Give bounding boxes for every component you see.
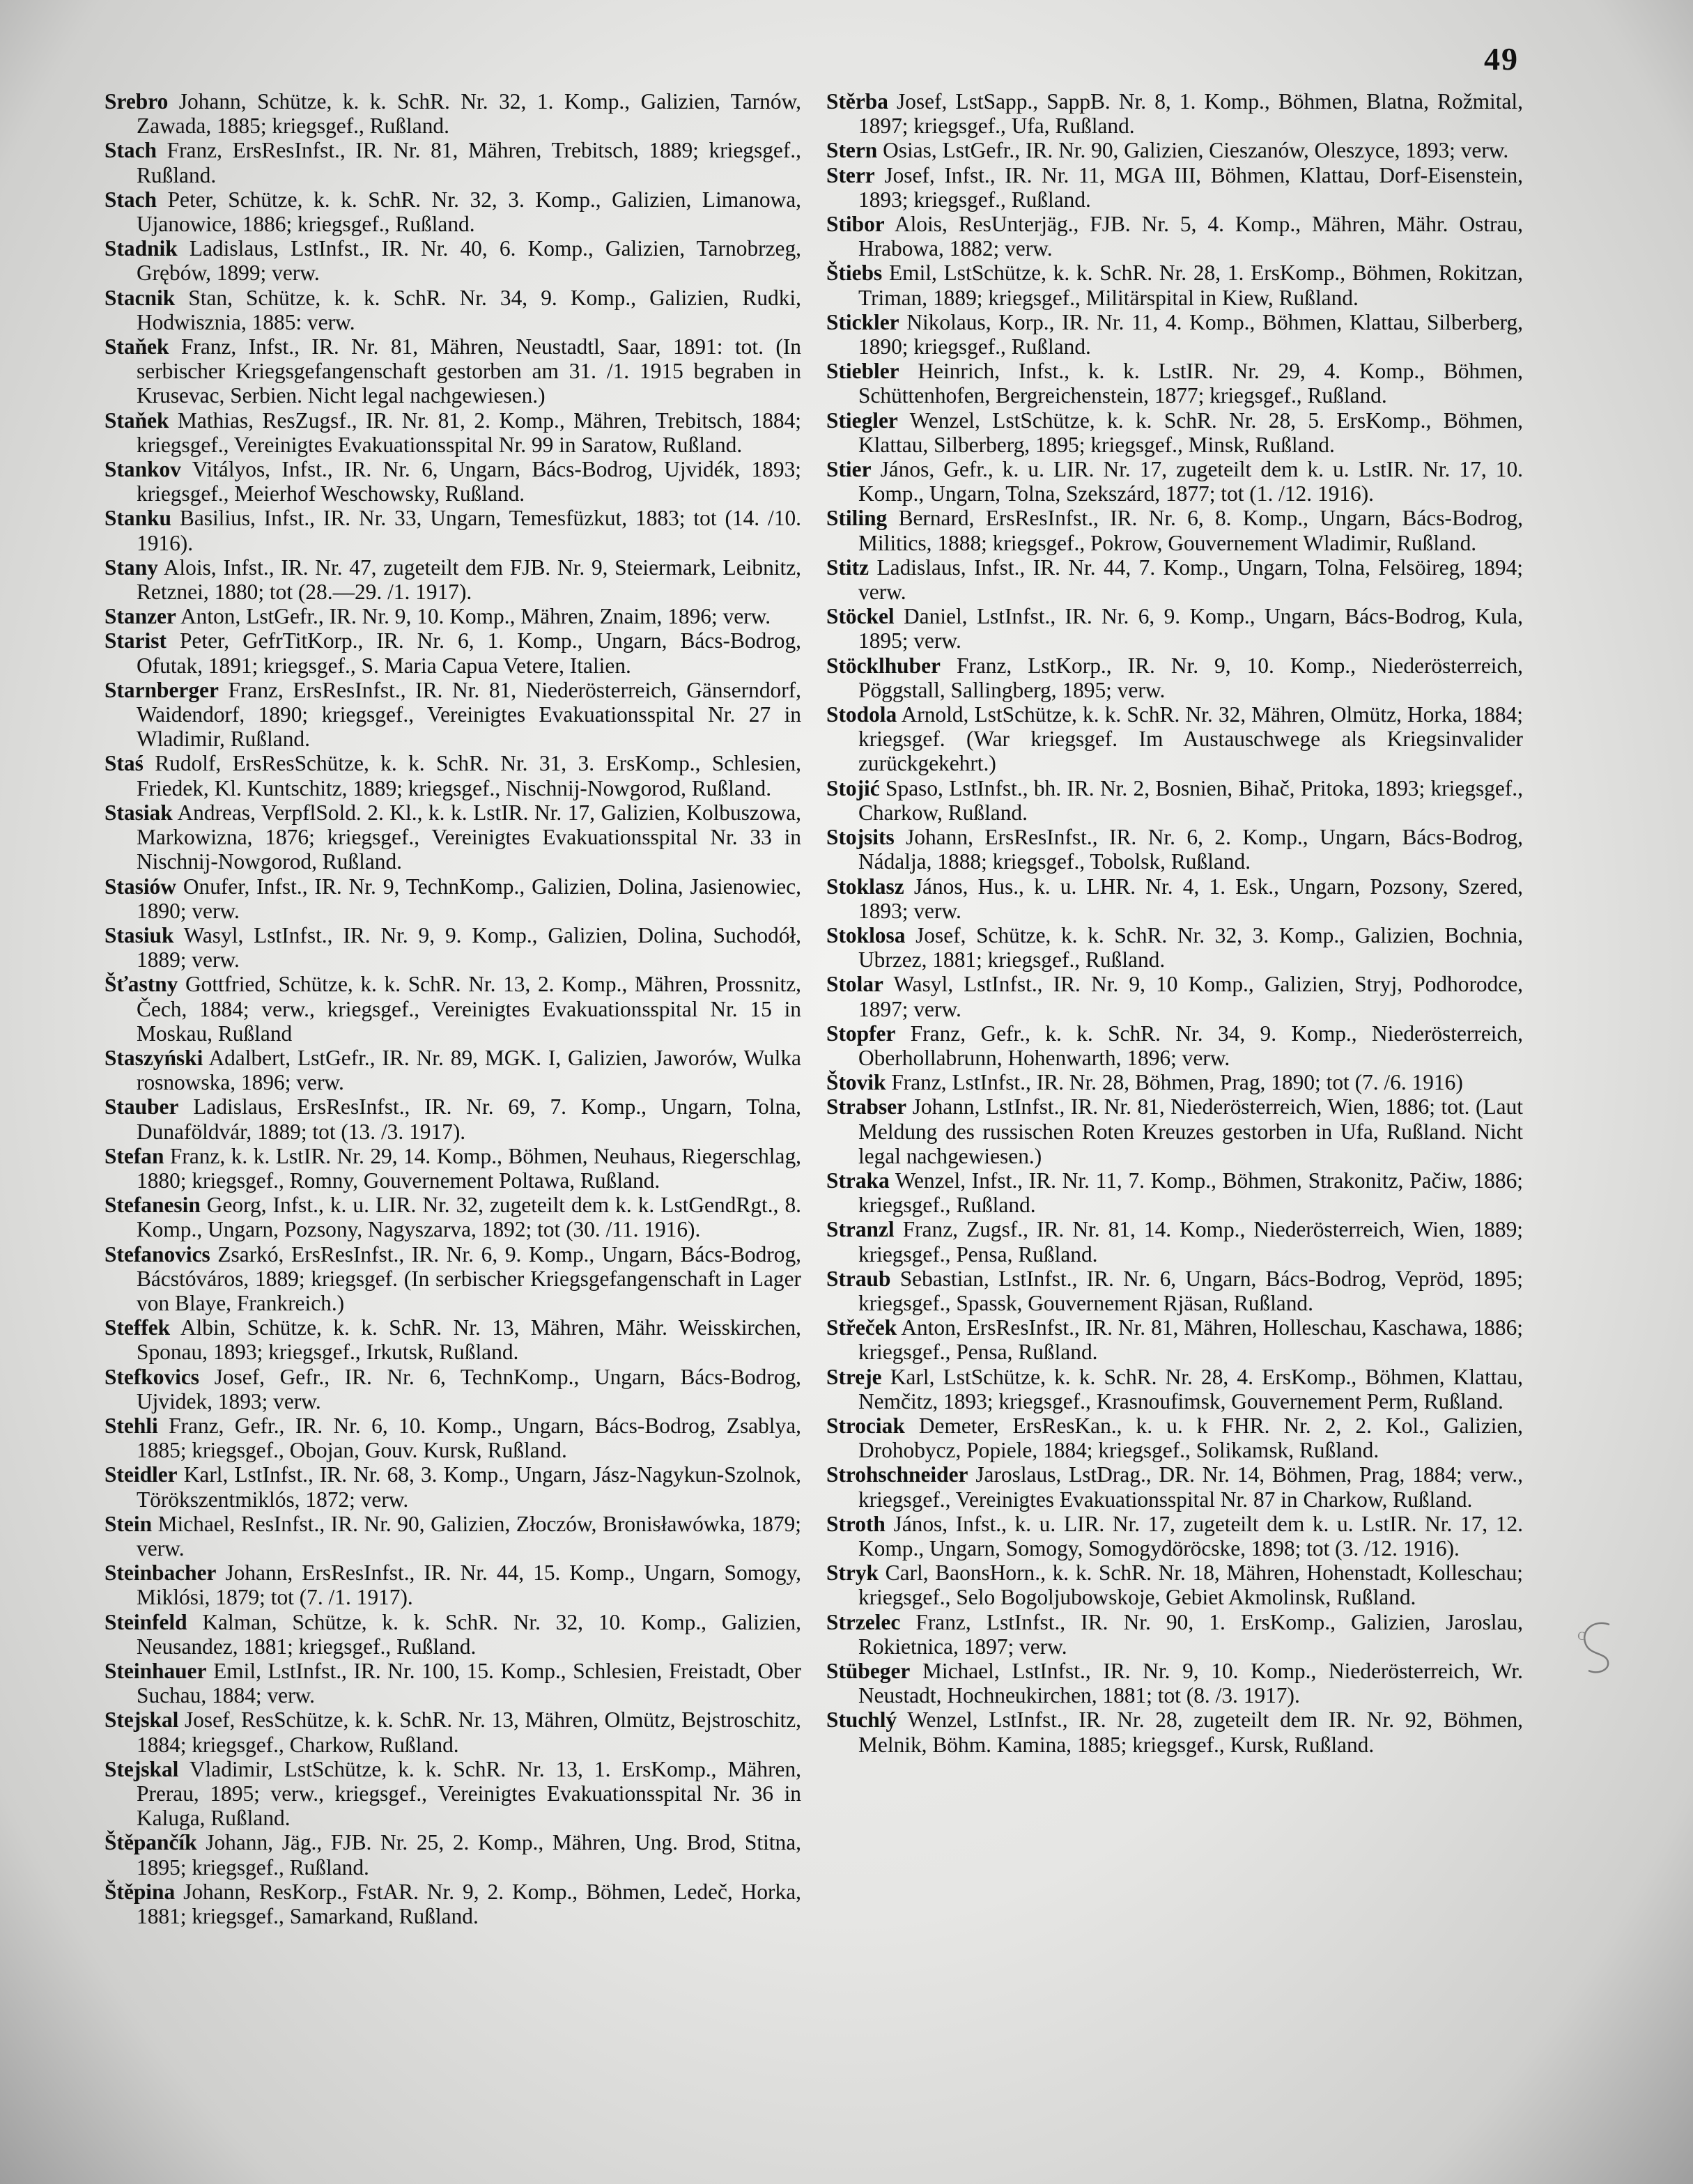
entry-details: Basilius, Infst., IR. Nr. 33, Ungarn, Temesfüzkut, 1883; tot (14. /10. 1916).	[137, 506, 801, 555]
entry-details: Franz, LstKorp., IR. Nr. 9, 10. Komp., Niederösterreich, Pöggstall, Sallingberg, 1895; verw.	[858, 653, 1523, 702]
entry-surname: Stranzl	[826, 1217, 895, 1242]
entry-surname: Stach	[105, 187, 157, 212]
entry-surname: Steffek	[105, 1315, 171, 1340]
entry-surname: Stiling	[826, 506, 888, 531]
entry-details: Stan, Schütze, k. k. SchR. Nr. 34, 9. Komp., Galizien, Rudki, Hodwisznia, 1885: verw.	[137, 285, 801, 334]
entry-surname: Steinhauer	[105, 1659, 207, 1683]
register-entry	[105, 1046, 801, 1094]
register-entry	[826, 163, 1523, 212]
register-entry	[826, 1315, 1523, 1364]
entry-surname: Strociak	[826, 1413, 905, 1438]
entry-details: Karl, LstSchütze, k. k. SchR. Nr. 28, 4. ErsKomp., Böhmen, Klattau, Nemčitz, 1893; kriegsgef., Krasnoufimsk, Gouvernement Perm, Rußland.	[858, 1364, 1523, 1414]
entry-surname: Stübeger	[826, 1659, 911, 1683]
register-entry	[826, 1168, 1523, 1217]
entry-details: Johann, Jäg., FJB. Nr. 25, 2. Komp., Mähren, Ung. Brod, Stitna, 1895; kriegsgef., Rußland.	[137, 1830, 801, 1880]
register-entry	[826, 261, 1523, 309]
register-entry	[105, 1560, 801, 1609]
entry-surname: Štovik	[826, 1070, 886, 1095]
register-entry	[105, 457, 801, 506]
entry-surname: Stasiak	[105, 800, 173, 825]
entry-details: Wasyl, LstInfst., IR. Nr. 9, 10 Komp., Galizien, Stryj, Podhorodce, 1897; verw.	[858, 972, 1523, 1021]
entry-details: Carl, BaonsHorn., k. k. SchR. Nr. 18, Mähren, Hohenstadt, Kolleschau; kriegsgef., Selo Bogoljubowskoje, Gebiet Akmolinsk, Rußland.	[858, 1560, 1523, 1610]
entry-surname: Stroth	[826, 1511, 886, 1536]
entry-surname: Stefanesin	[105, 1193, 201, 1218]
register-entry	[826, 1094, 1523, 1168]
page-number: 49	[1484, 41, 1519, 77]
entry-surname: Stejskal	[105, 1756, 179, 1781]
entry-details: Alois, ResUnterjäg., FJB. Nr. 5, 4. Komp., Mähren, Mähr. Ostrau, Hrabowa, 1882; verw.	[858, 212, 1523, 261]
entry-surname: Štiebs	[826, 261, 883, 286]
entry-surname: Stibor	[826, 212, 885, 237]
entry-details: Franz, ErsResInfst., IR. Nr. 81, Niederösterreich, Gänserndorf, Waidendorf, 1890; kriegsgef., Vereinigtes Evakuationsspital Nr. 27 in Wladimir, Rußland.	[137, 677, 801, 752]
register-entry	[105, 678, 801, 752]
entry-details: Andreas, VerpflSold. 2. Kl., k. k. LstIR. Nr. 17, Galizien, Kolbuszowa, Markowizna, 1876; kriegsgef., Vereinigtes Evakuationsspital Nr. 33 in Nischnij-Nowgorod, Rußland.	[137, 800, 801, 874]
entry-details: János, Infst., k. u. LIR. Nr. 17, zugeteilt dem k. u. LstIR. Nr. 17, 12. Komp., Ungarn, Somogy, Somogydöröcske, 1898; tot (3. /12. 1916).	[858, 1511, 1523, 1560]
entry-surname: Šťastny	[105, 972, 178, 997]
register-entry	[826, 1267, 1523, 1315]
register-entry	[105, 1512, 801, 1560]
register-entry	[826, 1659, 1523, 1707]
entry-details: Heinrich, Infst., k. k. LstIR. Nr. 29, 4. Komp., Böhmen, Schüttenhofen, Bergreichenstein, 1877; kriegsgef., Rußland.	[858, 359, 1523, 408]
register-entry	[105, 1315, 801, 1364]
entry-surname: Střeček	[826, 1315, 897, 1340]
register-entry	[105, 1365, 801, 1414]
entry-details: Franz, ErsResInfst., IR. Nr. 81, Mähren, Trebitsch, 1889; kriegsgef., Rußland.	[137, 138, 801, 187]
entry-details: Kalman, Schütze, k. k. SchR. Nr. 32, 10. Komp., Galizien, Neusandez, 1881; kriegsgef., Rußland.	[137, 1609, 801, 1659]
entry-surname: Stefan	[105, 1143, 164, 1168]
entry-details: Osias, LstGefr., IR. Nr. 90, Galizien, Cieszanów, Oleszyce, 1893; verw.	[877, 138, 1509, 163]
register-entry	[826, 1707, 1523, 1756]
entry-surname: Streje	[826, 1364, 882, 1389]
entry-details: Peter, GefrTitKorp., IR. Nr. 6, 1. Komp., Ungarn, Bács-Bodrog, Ofutak, 1891; kriegsgef., S. Maria Capua Vetere, Italien.	[137, 628, 801, 678]
margin-scribble-text: C	[1577, 1629, 1586, 1643]
entry-details: Vladimir, LstSchütze, k. k. SchR. Nr. 13, 1. ErsKomp., Mähren, Prerau, 1895; verw., kriegsgef., Vereinigtes Evakuationsspital Nr. 36 in Kaluga, Rußland.	[137, 1756, 801, 1831]
entry-details: Franz, Gefr., k. k. SchR. Nr. 34, 9. Komp., Niederösterreich, Oberhollabrunn, Hohenwarth, 1896; verw.	[858, 1021, 1523, 1070]
register-entry	[105, 286, 801, 334]
register-entry	[826, 138, 1523, 162]
entry-details: Franz, LstInfst., IR. Nr. 90, 1. ErsKomp., Galizien, Jaroslau, Rokietnica, 1897; verw.	[858, 1609, 1523, 1659]
entry-surname: Staňek	[105, 408, 169, 433]
entry-surname: Staszyński	[105, 1045, 203, 1070]
entry-surname: Stojsits	[826, 825, 895, 850]
register-entry	[105, 187, 801, 236]
entry-surname: Stankov	[105, 457, 181, 482]
entry-details: Wenzel, Infst., IR. Nr. 11, 7. Komp., Böhmen, Strakonitz, Pačiw, 1886; kriegsgef., Rußland.	[858, 1168, 1523, 1218]
entry-surname: Steidler	[105, 1462, 178, 1487]
margin-scribble	[1573, 1615, 1622, 1678]
register-entry	[105, 1462, 801, 1511]
entry-details: Karl, LstInfst., IR. Nr. 68, 3. Komp., Ungarn, Jász-Nagykun-Szolnok, Törökszentmiklós, 1872; verw.	[137, 1462, 801, 1512]
entry-surname: Stejskal	[105, 1707, 179, 1733]
entry-surname: Stiegler	[826, 408, 898, 433]
entry-surname: Steinbacher	[105, 1560, 217, 1586]
entry-surname: Stein	[105, 1511, 153, 1536]
entry-details: Josef, Gefr., IR. Nr. 6, TechnKomp., Ungarn, Bács-Bodrog, Ujvidek, 1893; verw.	[137, 1364, 801, 1414]
entry-details: Michael, LstInfst., IR. Nr. 9, 10. Komp., Niederösterreich, Wr. Neustadt, Hochneukirchen, 1881; tot (8. /3. 1917).	[858, 1659, 1523, 1708]
entry-details: Anton, ErsResInfst., IR. Nr. 81, Mähren, Holleschau, Kaschawa, 1886; kriegsgef., Pensa, Rußland.	[858, 1315, 1523, 1365]
entry-details: Josef, ResSchütze, k. k. SchR. Nr. 13, Mähren, Olmütz, Bejstroschitz, 1884; kriegsgef., Charkow, Rußland.	[137, 1707, 801, 1757]
entry-surname: Štěpančík	[105, 1830, 197, 1855]
entry-surname: Stefkovics	[105, 1364, 200, 1389]
entry-surname: Stuchlý	[826, 1707, 897, 1733]
entry-details: Wenzel, LstInfst., IR. Nr. 28, zugeteilt dem IR. Nr. 92, Böhmen, Melnik, Böhm. Kamina, 1885; kriegsgef., Kursk, Rußland.	[858, 1707, 1523, 1757]
register-entry	[105, 923, 801, 972]
register-entry	[826, 359, 1523, 408]
entry-details: Alois, Infst., IR. Nr. 47, zugeteilt dem FJB. Nr. 9, Steiermark, Leibnitz, Retznei, 1880; tot (28.—29. /1. 1917).	[137, 555, 801, 605]
entry-details: Emil, LstSchütze, k. k. SchR. Nr. 28, 1. ErsKomp., Böhmen, Rokitzan, Triman, 1889; kriegsgef., Militärspital in Kiew, Rußland.	[858, 261, 1523, 310]
register-entry	[105, 604, 801, 628]
entry-surname: Stehli	[105, 1413, 158, 1438]
right-column	[826, 89, 1523, 1757]
entry-surname: Stöcklhuber	[826, 653, 941, 678]
entry-details: Johann, ErsResInfst., IR. Nr. 6, 2. Komp., Ungarn, Bács-Bodrog, Nádalja, 1888; kriegsgef., Tobolsk, Rußland.	[858, 825, 1523, 874]
entry-details: Demeter, ErsResKan., k. u. k FHR. Nr. 2, 2. Kol., Galizien, Drohobycz, Popiele, 1884; kriegsgef., Solikamsk, Rußland.	[858, 1413, 1523, 1463]
entry-surname: Straka	[826, 1168, 890, 1193]
entry-details: János, Gefr., k. u. LIR. Nr. 17, zugeteilt dem k. u. LstIR. Nr. 17, 10. Komp., Ungarn, Tolna, Szekszárd, 1877; tot (1. /12. 1916).	[858, 457, 1523, 506]
register-entry	[826, 1365, 1523, 1414]
register-entry	[826, 1070, 1523, 1094]
entry-surname: Stern	[826, 138, 878, 163]
entry-details: Ladislaus, ErsResInfst., IR. Nr. 69, 7. Komp., Ungarn, Tolna, Dunaföldvár, 1889; tot (13. /3. 1917).	[137, 1094, 801, 1144]
register-entry	[105, 628, 801, 677]
entry-details: Arnold, LstSchütze, k. k. SchR. Nr. 32, Mähren, Olmütz, Horka, 1884; kriegsgef. (War kriegsgef. Im Austauschwege als Kriegsinvalider zurückgekehrt.)	[858, 702, 1523, 776]
entry-surname: Stitz	[826, 555, 869, 580]
register-entry	[105, 751, 801, 800]
entry-details: Bernard, ErsResInfst., IR. Nr. 6, 8. Komp., Ungarn, Bács-Bodrog, Militics, 1888; kriegsgef., Pokrow, Gouvernement Wladimir, Rußland.	[858, 506, 1523, 555]
entry-surname: Stadnik	[105, 236, 178, 261]
register-entry	[826, 310, 1523, 359]
register-entry	[826, 1512, 1523, 1560]
entry-surname: Stach	[105, 138, 157, 163]
register-entry	[105, 236, 801, 285]
register-entry	[826, 874, 1523, 923]
register-entry	[105, 1242, 801, 1316]
entry-surname: Stier	[826, 457, 872, 482]
entry-surname: Strabser	[826, 1094, 907, 1120]
register-entry	[826, 653, 1523, 702]
register-entry	[105, 1414, 801, 1462]
entry-surname: Stasiów	[105, 874, 176, 899]
entry-details: Franz, LstInfst., IR. Nr. 28, Böhmen, Prag, 1890; tot (7. /6. 1916)	[886, 1070, 1463, 1095]
entry-surname: Stěrba	[826, 89, 888, 114]
entry-details: Georg, Infst., k. u. LIR. Nr. 32, zugeteilt dem k. k. LstGendRgt., 8. Komp., Ungarn, Pozsony, Nagyszarva, 1892; tot (30. /11. 1916).	[137, 1193, 801, 1242]
entry-surname: Stolar	[826, 972, 883, 997]
register-entry	[826, 506, 1523, 555]
entry-surname: Stasiuk	[105, 922, 174, 947]
entry-details: Josef, LstSapp., SappB. Nr. 8, 1. Komp., Böhmen, Blatna, Rožmital, 1897; kriegsgef., Ufa, Rußland.	[858, 89, 1523, 139]
register-entry	[105, 1757, 801, 1831]
entry-details: Franz, Gefr., IR. Nr. 6, 10. Komp., Ungarn, Bács-Bodrog, Zsablya, 1885; kriegsgef., Obojan, Gouv. Kursk, Rußland.	[137, 1413, 801, 1463]
entry-details: Johann, LstInfst., IR. Nr. 81, Niederösterreich, Wien, 1886; tot. (Laut Meldung des russischen Roten Kreuzes gestorben in Ufa, Rußland. Nicht legal nachgewiesen.)	[858, 1094, 1523, 1168]
entry-details: Onufer, Infst., IR. Nr. 9, TechnKomp., Galizien, Dolina, Jasienowiec, 1890; verw.	[137, 874, 801, 923]
register-entry	[105, 1094, 801, 1143]
entry-surname: Stopfer	[826, 1021, 896, 1046]
entry-surname: Stefanovics	[105, 1241, 210, 1267]
entry-surname: Stoklasz	[826, 874, 904, 899]
register-entry	[105, 1880, 801, 1928]
entry-details: Daniel, LstInfst., IR. Nr. 6, 9. Komp., Ungarn, Bács-Bodrog, Kula, 1895; verw.	[858, 604, 1523, 653]
register-entry	[826, 1217, 1523, 1266]
entry-surname: Stojić	[826, 775, 880, 800]
entry-details: Johann, ErsResInfst., IR. Nr. 44, 15. Komp., Ungarn, Somogy, Miklósi, 1879; tot (7. /1. 1917).	[137, 1560, 801, 1610]
register-entry	[826, 1462, 1523, 1511]
entry-details: Michael, ResInfst., IR. Nr. 90, Galizien, Złoczów, Bronisławówka, 1879; verw.	[137, 1511, 801, 1560]
register-entry	[826, 972, 1523, 1021]
entry-surname: Stanzer	[105, 604, 176, 629]
entry-surname: Stickler	[826, 309, 899, 334]
register-entry	[105, 1830, 801, 1879]
entry-details: Rudolf, ErsResSchütze, k. k. SchR. Nr. 31, 3. ErsKomp., Schlesien, Friedek, Kl. Kuntschitz, 1889; kriegsgef., Nischnij-Nowgorod, Rußland.	[137, 751, 801, 800]
register-entry	[105, 972, 801, 1046]
entry-details: Nikolaus, Korp., IR. Nr. 11, 4. Komp., Böhmen, Klattau, Silberberg, 1890; kriegsgef., Rußland.	[858, 309, 1523, 359]
entry-surname: Strzelec	[826, 1609, 901, 1634]
entry-details: Josef, Schütze, k. k. SchR. Nr. 32, 3. Komp., Galizien, Bochnia, Ubrzez, 1881; kriegsgef., Rußland.	[858, 922, 1523, 973]
register-entry	[826, 604, 1523, 653]
register-entry	[105, 506, 801, 555]
register-entry	[105, 1193, 801, 1241]
entry-surname: Stacnik	[105, 285, 176, 310]
entry-details: Jaroslaus, LstDrag., DR. Nr. 14, Böhmen, Prag, 1884; verw., kriegsgef., Vereinigtes Evakuationsspital Nr. 87 in Charkow, Rußland.	[858, 1462, 1523, 1512]
entry-details: Ladislaus, Infst., IR. Nr. 44, 7. Komp., Ungarn, Tolna, Felsöireg, 1894; verw.	[858, 555, 1523, 605]
entry-details: Ladislaus, LstInfst., IR. Nr. 40, 6. Komp., Galizien, Tarnobrzeg, Grębów, 1899; verw.	[137, 236, 801, 286]
entry-surname: Stryk	[826, 1560, 879, 1586]
entry-surname: Stanku	[105, 506, 171, 531]
entry-surname: Stauber	[105, 1094, 179, 1120]
register-entry	[105, 1144, 801, 1193]
register-entry	[826, 702, 1523, 776]
entry-details: Emil, LstInfst., IR. Nr. 100, 15. Komp., Schlesien, Freistadt, Ober Suchau, 1884; verw.	[137, 1659, 801, 1708]
entry-details: Mathias, ResZugsf., IR. Nr. 81, 2. Komp., Mähren, Trebitsch, 1884; kriegsgef., Vereinigtes Evakuationsspital Nr. 99 in Saratow, Rußland.	[137, 408, 801, 457]
register-entry	[826, 825, 1523, 874]
register-entry	[826, 1610, 1523, 1659]
register-entry	[826, 89, 1523, 138]
register-entry	[105, 89, 801, 138]
register-entry	[105, 1610, 801, 1659]
register-entry	[105, 555, 801, 604]
entry-surname: Štěpina	[105, 1879, 176, 1904]
register-entry	[105, 800, 801, 874]
entry-details: Franz, Zugsf., IR. Nr. 81, 14. Komp., Niederösterreich, Wien, 1889; kriegsgef., Pensa, Rußland.	[858, 1217, 1523, 1267]
register-entry	[826, 1560, 1523, 1609]
entry-surname: Starist	[105, 628, 167, 653]
entry-details: Franz, k. k. LstIR. Nr. 29, 14. Komp., Böhmen, Neuhaus, Riegerschlag, 1880; kriegsgef., Romny, Gouvernement Poltawa, Rußland.	[137, 1143, 801, 1193]
entry-details: János, Hus., k. u. LHR. Nr. 4, 1. Esk., Ungarn, Pozsony, Szered, 1893; verw.	[858, 874, 1523, 923]
left-column	[105, 89, 801, 1928]
register-entry	[105, 1707, 801, 1756]
register-entry	[105, 334, 801, 408]
entry-details: Johann, Schütze, k. k. SchR. Nr. 32, 1. Komp., Galizien, Tarnów, Zawada, 1885; kriegsgef., Rußland.	[137, 89, 801, 139]
entry-surname: Staňek	[105, 334, 169, 359]
entry-surname: Stiebler	[826, 359, 899, 384]
entry-details: Josef, Infst., IR. Nr. 11, MGA III, Böhmen, Klattau, Dorf-Eisenstein, 1893; kriegsgef., Rußland.	[858, 162, 1523, 212]
register-entry	[826, 212, 1523, 261]
entry-details: Johann, ResKorp., FstAR. Nr. 9, 2. Komp., Böhmen, Ledeč, Horka, 1881; kriegsgef., Samarkand, Rußland.	[137, 1879, 801, 1929]
entry-details: Vitályos, Infst., IR. Nr. 6, Ungarn, Bács-Bodrog, Ujvidék, 1893; kriegsgef., Meierhof Weschowsky, Rußland.	[137, 457, 801, 506]
entry-surname: Staś	[105, 751, 144, 776]
register-entry	[105, 138, 801, 187]
register-entry	[826, 1021, 1523, 1070]
entry-details: Peter, Schütze, k. k. SchR. Nr. 32, 3. Komp., Galizien, Limanowa, Ujanowice, 1886; kriegsgef., Rußland.	[137, 187, 801, 237]
entry-details: Anton, LstGefr., IR. Nr. 9, 10. Komp., Mähren, Znaim, 1896; verw.	[176, 604, 771, 629]
entry-details: Sebastian, LstInfst., IR. Nr. 6, Ungarn, Bács-Bodrog, Vepröd, 1895; kriegsgef., Spassk, Gouvernement Rjäsan, Rußland.	[858, 1266, 1523, 1315]
register-entry	[826, 408, 1523, 457]
entry-details: Zsarkó, ErsResInfst., IR. Nr. 6, 9. Komp., Ungarn, Bács-Bodrog, Bácstóváros, 1889; kriegsgef. (In serbischer Kriegsgefangenschaft in Lager von Blaye, Frankreich.)	[137, 1241, 801, 1315]
register-entry	[826, 457, 1523, 506]
entry-details: Wenzel, LstSchütze, k. k. SchR. Nr. 28, 5. ErsKomp., Böhmen, Klattau, Silberberg, 1895; kriegsgef., Minsk, Rußland.	[858, 408, 1523, 457]
entry-surname: Stodola	[826, 702, 897, 727]
entry-surname: Steinfeld	[105, 1609, 187, 1634]
entry-surname: Strohschneider	[826, 1462, 968, 1487]
entry-surname: Stöckel	[826, 604, 895, 629]
entry-details: Albin, Schütze, k. k. SchR. Nr. 13, Mähren, Mähr. Weisskirchen, Sponau, 1893; kriegsgef., Irkutsk, Rußland.	[137, 1315, 801, 1365]
entry-details: Gottfried, Schütze, k. k. SchR. Nr. 13, 2. Komp., Mähren, Prossnitz, Čech, 1884; verw., kriegsgef., Vereinigtes Evakuationsspital Nr. 15 in Moskau, Rußland	[137, 972, 801, 1046]
entry-surname: Stany	[105, 555, 158, 580]
register-entry	[105, 408, 801, 457]
entry-details: Franz, Infst., IR. Nr. 81, Mähren, Neustadtl, Saar, 1891: tot. (In serbischer Kriegsgefangenschaft gestorben am 31. /1. 1915 begraben in Krusevac, Serbien. Nicht legal nachgewiesen.)	[137, 334, 801, 408]
entry-details: Spaso, LstInfst., bh. IR. Nr. 2, Bosnien, Bihač, Pritoka, 1893; kriegsgef., Charkow, Rußland.	[858, 775, 1523, 825]
entry-surname: Starnberger	[105, 677, 219, 702]
register-entry	[826, 923, 1523, 972]
entry-details: Adalbert, LstGefr., IR. Nr. 89, MGK. I, Galizien, Jaworów, Wulka rosnowska, 1896; verw.	[137, 1045, 801, 1095]
register-entry	[105, 874, 801, 923]
entry-details: Wasyl, LstInfst., IR. Nr. 9, 9. Komp., Galizien, Dolina, Suchodół, 1889; verw.	[137, 922, 801, 973]
entry-surname: Srebro	[105, 89, 169, 114]
entry-surname: Sterr	[826, 162, 875, 187]
register-entry	[826, 555, 1523, 604]
register-entry	[826, 1414, 1523, 1462]
entry-surname: Straub	[826, 1266, 891, 1291]
register-entry	[105, 1659, 801, 1707]
register-entry	[826, 776, 1523, 825]
entry-surname: Stoklosa	[826, 922, 906, 947]
